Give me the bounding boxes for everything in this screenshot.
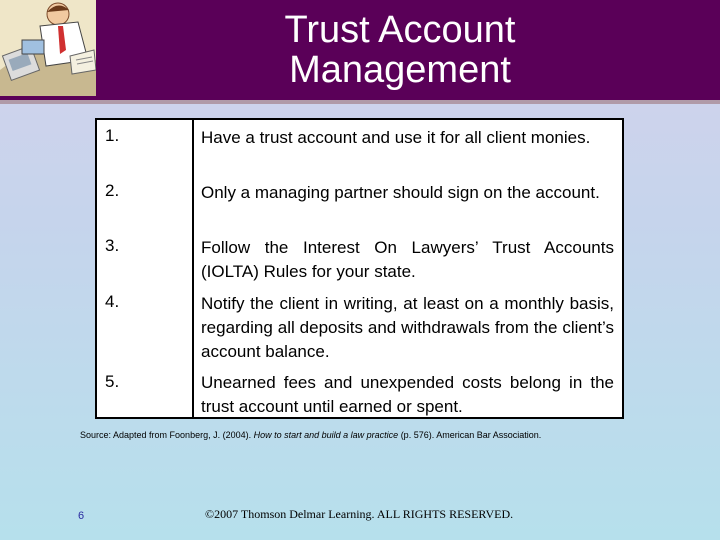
source-citation	[80, 430, 541, 440]
row-1-text: Have a trust account and use it for all client monies.	[201, 128, 591, 147]
row-1-number: 1.	[105, 126, 120, 145]
title-line-1: Trust Account	[284, 9, 516, 51]
source-prefix: Source: Adapted from Foonberg, J. (2004).	[80, 430, 254, 440]
row-4-text: Notify the client in writing, at least on a monthly basis, regarding all deposits and withdrawals from the client’s account balance.	[201, 294, 614, 361]
title-line-2: Management	[289, 49, 511, 91]
header-bar	[0, 0, 720, 100]
page-title	[260, 10, 540, 90]
column-divider	[192, 120, 194, 417]
row-2-number: 2.	[105, 181, 120, 200]
row-5-text: Unearned fees and unexpended costs belong in the trust account until earned or spent.	[201, 373, 614, 416]
page-number: 6	[78, 510, 85, 522]
row-4-number: 4.	[105, 292, 120, 311]
copyright-notice: ©2007 Thomson Delmar Learning. ALL RIGHTS RESERVED.	[205, 507, 514, 521]
source-suffix: (p. 576). American Bar Association.	[398, 430, 542, 440]
businessman-clipart-icon	[0, 0, 96, 96]
row-2-text: Only a managing partner should sign on the account.	[201, 183, 600, 202]
trust-rules-table	[95, 118, 624, 419]
source-book-title: How to start and build a law practice	[253, 430, 399, 440]
row-3-text: Follow the Interest On Lawyers’ Trust Accounts (IOLTA) Rules for your state.	[201, 238, 614, 281]
header-divider	[0, 100, 720, 104]
row-3-number: 3.	[105, 236, 120, 255]
row-5-number: 5.	[105, 372, 120, 391]
